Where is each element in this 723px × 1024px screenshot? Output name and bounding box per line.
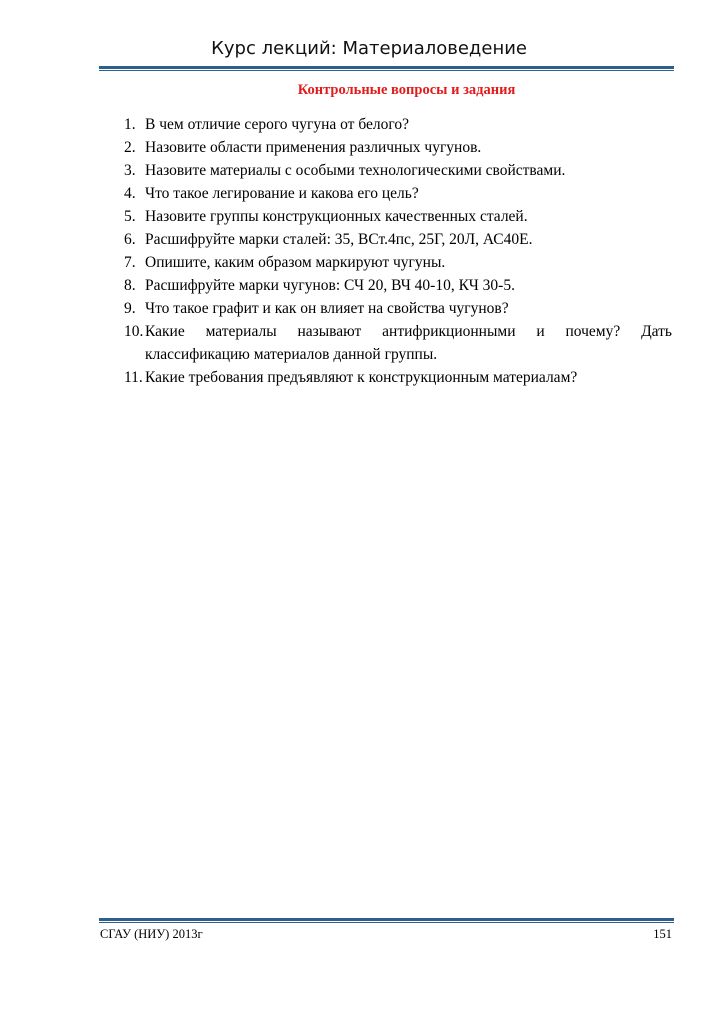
question-number: 2. bbox=[124, 139, 136, 156]
question-text: Назовите материалы с особыми технологическими свойствами. bbox=[145, 162, 566, 179]
question-number: 9. bbox=[124, 300, 136, 317]
question-text: Что такое легирование и какова его цель? bbox=[145, 185, 419, 202]
question-item bbox=[124, 159, 672, 182]
section-heading: Контрольные вопросы и задания bbox=[297, 82, 516, 98]
question-number: 1. bbox=[124, 116, 136, 133]
page-number: 151 bbox=[653, 927, 672, 941]
question-number: 8. bbox=[124, 277, 136, 294]
question-item bbox=[124, 320, 672, 366]
questions-list bbox=[124, 113, 672, 389]
question-text: Какие требования предъявляют к конструкционным материалам? bbox=[145, 369, 578, 386]
question-item bbox=[124, 136, 672, 159]
question-number: 6. bbox=[124, 231, 136, 248]
question-text: Назовите группы конструкционных качественных сталей. bbox=[145, 208, 528, 225]
question-item bbox=[124, 297, 672, 320]
question-text: В чем отличие серого чугуна от белого? bbox=[145, 116, 409, 133]
question-number: 11. bbox=[124, 369, 143, 386]
question-item bbox=[124, 113, 672, 136]
page-header-title: Курс лекций: Материаловедение bbox=[211, 38, 527, 59]
question-number: 3. bbox=[124, 162, 136, 179]
question-text: Расшифруйте марки чугунов: СЧ 20, ВЧ 40-10, КЧ 30-5. bbox=[145, 277, 515, 294]
question-item bbox=[124, 205, 672, 228]
question-item bbox=[124, 228, 672, 251]
question-text: Что такое графит и как он влияет на свойства чугунов? bbox=[145, 300, 509, 317]
question-item bbox=[124, 274, 672, 297]
question-item bbox=[124, 182, 672, 205]
footer-rule bbox=[99, 918, 674, 923]
question-text: Какие материалы называют антифрикционными и почему? Дать классификацию материалов данной группы. bbox=[145, 323, 672, 363]
footer-institution: СГАУ (НИУ) 2013г bbox=[100, 927, 203, 941]
question-text: Расшифруйте марки сталей: 35, ВСт.4пс, 25Г, 20Л, АС40Е. bbox=[145, 231, 533, 248]
question-text: Опишите, каким образом маркируют чугуны. bbox=[145, 254, 446, 271]
question-number: 10. bbox=[124, 323, 144, 340]
question-number: 7. bbox=[124, 254, 136, 271]
question-item bbox=[124, 251, 672, 274]
question-text: Назовите области применения различных чугунов. bbox=[145, 139, 482, 156]
header-rule bbox=[99, 66, 674, 71]
question-item bbox=[124, 366, 672, 389]
question-number: 5. bbox=[124, 208, 136, 225]
question-number: 4. bbox=[124, 185, 136, 202]
